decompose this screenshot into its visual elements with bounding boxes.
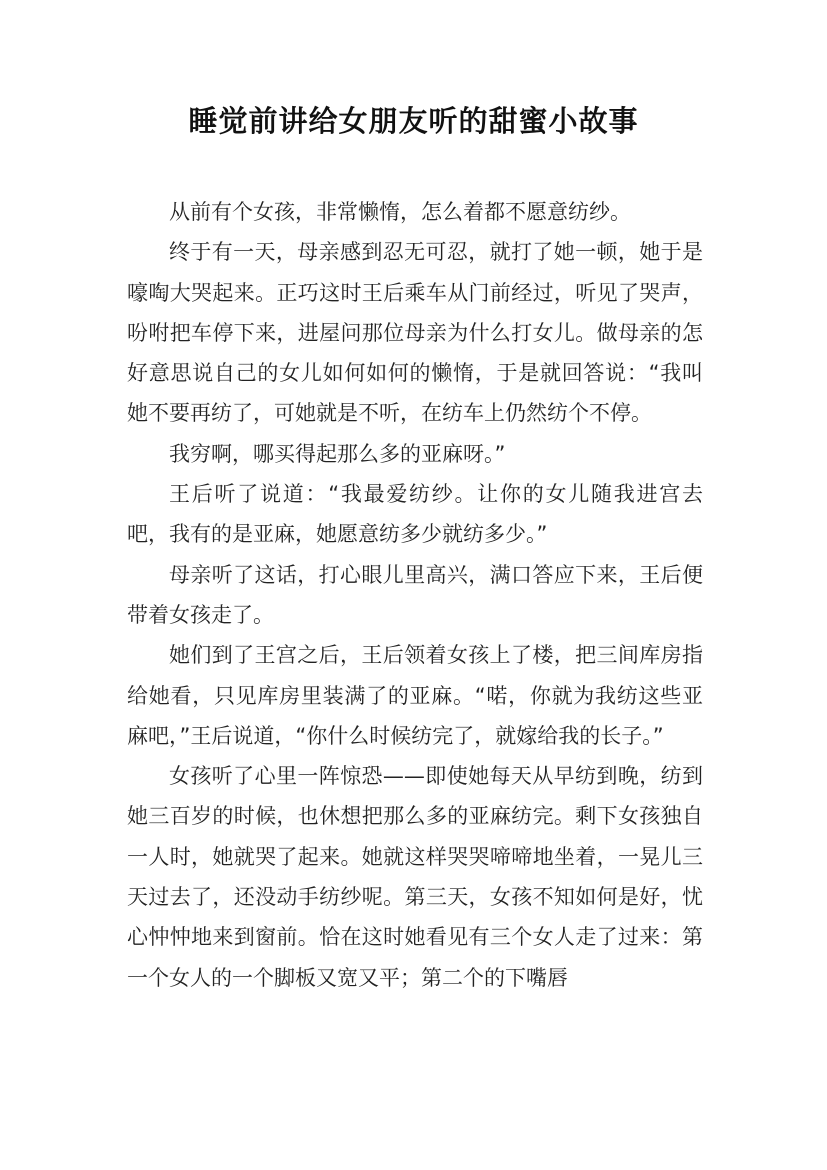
paragraph: 她们到了王宫之后，王后领着女孩上了楼，把三间库房指给她看，只见库房里装满了的亚麻。“喏，你就为我纺这些亚麻吧，”王后说道，“你什么时候纺完了，就嫁给我的长子。”: [127, 643, 703, 748]
document-body: [127, 192, 703, 998]
paragraph: 从前有个女孩，非常懒惰，怎么着都不愿意纺纱。: [169, 200, 631, 224]
paragraph: 我穷啊，哪买得起那么多的亚麻呀。”: [169, 441, 506, 466]
document-title: 睡觉前讲给女朋友听的甜蜜小故事: [188, 104, 639, 138]
paragraph: 终于有一天，母亲感到忍无可忍，就打了她一顿，她于是嚎啕大哭起来。正巧这时王后乘车从门前经过，听见了哭声，吩咐把车停下来，进屋问那位母亲为什么打女儿。做母亲的怎好意思说自己的女儿如何如何的懒惰，于是就回答说：“我叫她不要再纺了，可她就是不听，在纺车上仍然纺个不停。: [127, 240, 703, 426]
paragraph: 母亲听了这话，打心眼儿里高兴，满口答应下来，王后便带着女孩走了。: [127, 562, 703, 627]
paragraph: 王后听了说道：“我最爱纺纱。让你的女儿随我进宫去吧，我有的是亚麻，她愿意纺多少就纺多少。”: [127, 482, 703, 547]
paragraph: 女孩听了心里一阵惊恐——即使她每天从早纺到晚，纺到她三百岁的时候，也休想把那么多的亚麻纺完。剩下女孩独自一人时，她就哭了起来。她就这样哭哭啼啼地坐着，一晃儿三天过去了，还没动手纺纱呢。第三天，女孩不知如何是好，忧心忡忡地来到窗前。恰在这时她看见有三个女人走了过来：第一个女人的一个脚板又宽又平；第二个的下嘴唇: [127, 764, 703, 990]
